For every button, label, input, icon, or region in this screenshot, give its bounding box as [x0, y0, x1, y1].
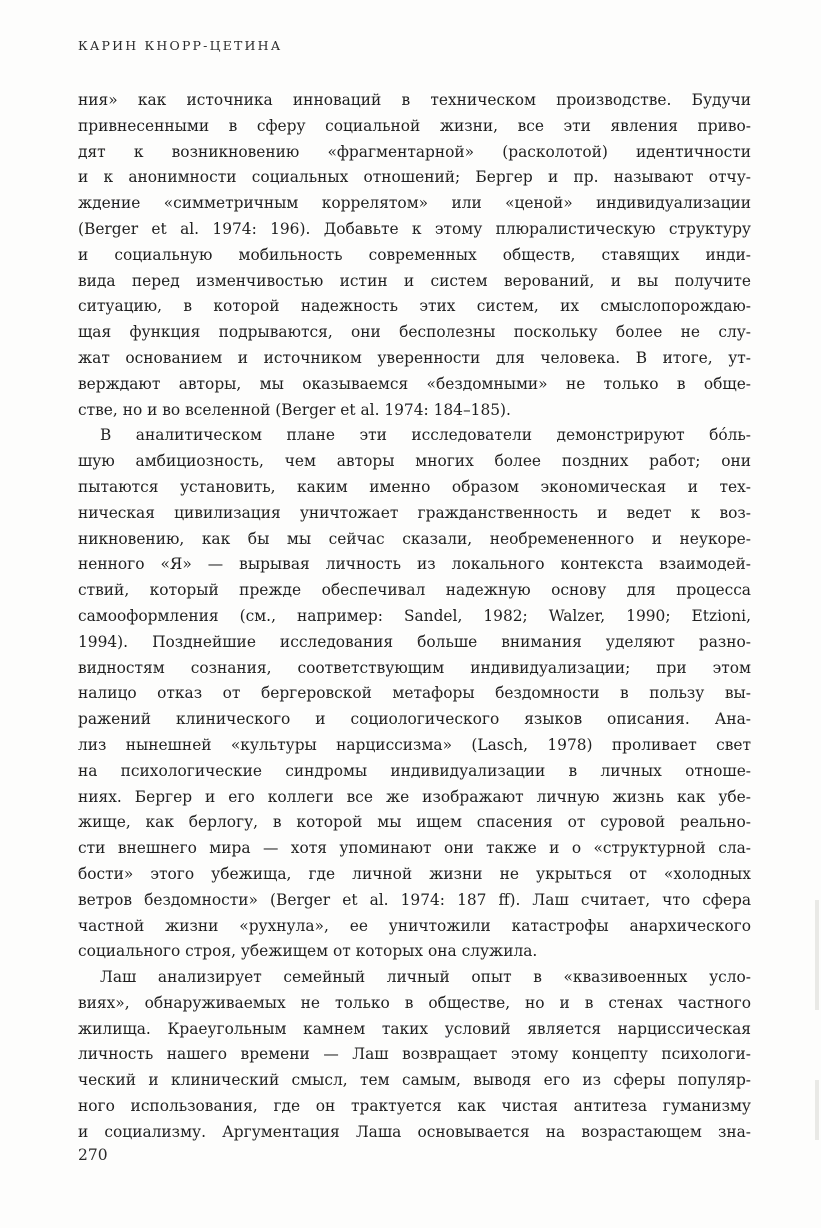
text-line: Лаш анализирует семейный личный опыт в «квазивоенных усло- — [100, 968, 751, 987]
text-line: налицо отказ от бергеровской метафоры бездомности в пользу вы- — [78, 684, 751, 703]
paragraph-3 — [78, 965, 751, 1146]
text-line: виях», обнаруживаемых не только в обществе, но и в стенах частного — [78, 993, 751, 1012]
text-line: ствий, который прежде обеспечивал надежную основу для процесса — [78, 581, 751, 600]
text-line: дят к возникновению «фрагментарной» (расколотой) идентичности — [78, 142, 751, 161]
text-line: ного использования, где он трактуется как чистая антитеза гуманизму — [78, 1097, 751, 1116]
text-line: шую амбициозность, чем авторы многих более поздних работ; они — [78, 452, 751, 471]
text-line: ражений клинического и социологического языков описания. Ана- — [78, 710, 751, 729]
text-line: частной жизни «рухнула», ее уничтожили катастрофы анархического — [78, 916, 751, 935]
paragraph-1 — [78, 88, 751, 423]
text-line: ническая цивилизация уничтожает гражданственность и ведет к воз- — [78, 503, 751, 522]
text-line: вида перед изменчивостью истин и систем верований, и вы получите — [78, 271, 751, 290]
running-header: КАРИН КНОРР-ЦЕТИНА — [78, 38, 283, 53]
text-line: жат основанием и источником уверенности для человека. В итоге, ут- — [78, 348, 751, 367]
text-line: жище, как берлогу, в которой мы ищем спасения от суровой реально- — [78, 813, 751, 832]
text-line: (Berger et al. 1974: 196). Добавьте к этому плюралистическую структуру — [78, 219, 751, 238]
text-line: социального строя, убежищем от которых она служила. — [78, 942, 538, 961]
text-line: 1994). Позднейшие исследования больше внимания уделяют разно- — [78, 632, 751, 651]
paragraph-2 — [78, 423, 751, 965]
text-line: видностям сознания, соответствующим индивидуализации; при этом — [78, 658, 751, 677]
text-line: привнесенными в сферу социальной жизни, все эти явления приво- — [78, 116, 751, 135]
text-line: и социальную мобильность современных обществ, ставящих инди- — [78, 245, 751, 264]
text-line: В аналитическом плане эти исследователи демонстрируют бо́ль- — [100, 426, 751, 445]
text-line: самооформления (см., например: Sandel, 1982; Walzer, 1990; Etzioni, — [78, 606, 751, 625]
text-line: жилища. Краеугольным камнем таких условий является нарциссическая — [78, 1019, 751, 1038]
text-line: ситуацию, в которой надежность этих систем, их смыслопорождаю- — [78, 297, 751, 316]
page-edge-shadow — [815, 1080, 819, 1140]
text-line: ческий и клинический смысл, тем самым, выводя его из сферы популяр- — [78, 1071, 751, 1090]
page-number: 270 — [78, 1146, 108, 1164]
text-line: на психологические синдромы индивидуализации в личных отноше- — [78, 761, 751, 780]
text-line: бости» этого убежища, где личной жизни не укрыться от «холодных — [78, 864, 751, 883]
text-line: стве, но и во вселенной (Berger et al. 1974: 184–185). — [78, 400, 511, 419]
text-line: лиз нынешней «культуры нарциссизма» (Lasch, 1978) проливает свет — [78, 735, 751, 754]
text-line: ждение «симметричным коррелятом» или «ценой» индивидуализации — [78, 194, 751, 213]
text-line: и социализму. Аргументация Лаша основывается на возрастающем зна- — [78, 1122, 751, 1141]
text-line: и к анонимности социальных отношений; Бергер и пр. называют отчу- — [78, 168, 751, 187]
text-line: ненного «Я» — вырывая личность из локального контекста взаимодей- — [78, 555, 751, 574]
text-line: ветров бездомности» (Berger et al. 1974: 187 ff). Лаш считает, что сфера — [78, 890, 751, 909]
text-line: никновению, как бы мы сейчас сказали, необремененного и неукоре- — [78, 529, 751, 548]
body-text — [78, 88, 751, 1146]
text-line: верждают авторы, мы оказываемся «бездомными» не только в обще- — [78, 374, 751, 393]
text-line: личность нашего времени — Лаш возвращает этому концепту психологи- — [78, 1045, 751, 1064]
page-edge-shadow — [815, 900, 819, 1010]
text-line: ниях. Бергер и его коллеги все же изображают личную жизнь как убе- — [78, 787, 751, 806]
text-line: пытаются установить, каким именно образом экономическая и тех- — [78, 477, 751, 496]
text-line: ния» как источника инноваций в техническом производстве. Будучи — [78, 91, 751, 109]
text-line: щая функция подрываются, они бесполезны поскольку более не слу- — [78, 323, 751, 342]
text-line: сти внешнего мира — хотя упоминают они также и о «структурной сла- — [78, 839, 751, 858]
